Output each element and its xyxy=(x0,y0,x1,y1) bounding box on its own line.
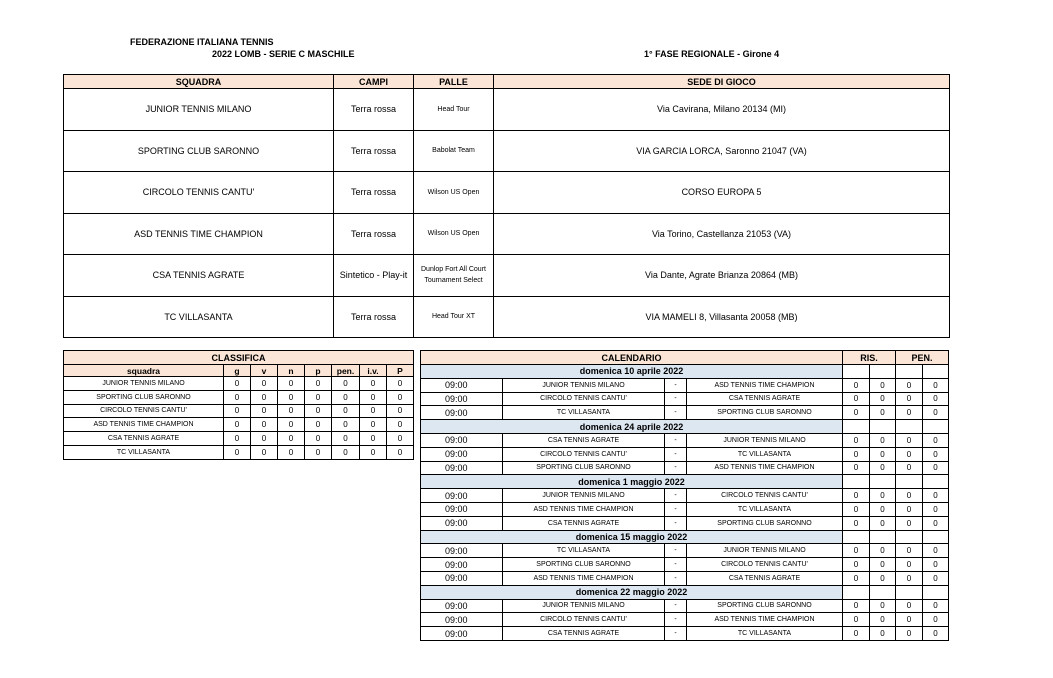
standings-value: 0 xyxy=(224,404,251,418)
standings-team: TC VILLASANTA xyxy=(64,445,224,459)
match-score: 0 xyxy=(896,516,923,530)
match-row xyxy=(421,613,949,627)
standings-team: CIRCOLO TENNIS CANTU' xyxy=(64,404,224,418)
match-score: 0 xyxy=(843,571,870,585)
standings-row xyxy=(64,445,414,459)
match-time: 09:00 xyxy=(421,433,503,447)
standings-col-header: squadra xyxy=(64,365,224,377)
league-title: 2022 LOMB - SERIE C MASCHILE xyxy=(212,49,355,59)
match-score: 0 xyxy=(896,378,923,392)
standings-value: 0 xyxy=(224,445,251,459)
match-home: CSA TENNIS AGRATE xyxy=(503,433,665,447)
calendar-date-row xyxy=(421,585,949,599)
match-separator: - xyxy=(665,406,687,420)
match-time: 09:00 xyxy=(421,599,503,613)
team-balls: Babolat Team xyxy=(414,130,494,172)
match-score: 0 xyxy=(896,599,923,613)
match-time: 09:00 xyxy=(421,502,503,516)
calendar-date: domenica 1 maggio 2022 xyxy=(421,475,843,489)
match-score: 0 xyxy=(896,392,923,406)
match-score: 0 xyxy=(870,571,896,585)
match-score: 0 xyxy=(923,571,949,585)
match-away: TC VILLASANTA xyxy=(687,447,843,461)
team-name: SPORTING CLUB SARONNO xyxy=(64,130,334,172)
standings-value: 0 xyxy=(332,418,360,432)
match-score: 0 xyxy=(843,544,870,558)
match-away: ASD TENNIS TIME CHAMPION xyxy=(687,613,843,627)
match-separator: - xyxy=(665,558,687,572)
standings-value: 0 xyxy=(360,445,387,459)
team-row xyxy=(64,172,950,214)
standings-value: 0 xyxy=(278,432,305,446)
match-time: 09:00 xyxy=(421,378,503,392)
calendar-date: domenica 15 maggio 2022 xyxy=(421,530,843,544)
standings-value: 0 xyxy=(224,418,251,432)
match-separator: - xyxy=(665,613,687,627)
match-score: 0 xyxy=(923,378,949,392)
team-name: JUNIOR TENNIS MILANO xyxy=(64,89,334,131)
match-away: ASD TENNIS TIME CHAMPION xyxy=(687,461,843,475)
match-separator: - xyxy=(665,627,687,641)
calendar-date-row xyxy=(421,420,949,434)
score-blank xyxy=(896,585,923,599)
standings-value: 0 xyxy=(387,432,414,446)
standings-team: ASD TENNIS TIME CHAMPION xyxy=(64,418,224,432)
team-row xyxy=(64,296,950,338)
match-score: 0 xyxy=(843,516,870,530)
match-separator: - xyxy=(665,544,687,558)
match-score: 0 xyxy=(870,461,896,475)
pen-header: PEN. xyxy=(896,351,949,365)
match-score: 0 xyxy=(870,406,896,420)
match-separator: - xyxy=(665,447,687,461)
match-score: 0 xyxy=(843,489,870,503)
standings-col-header: n xyxy=(278,365,305,377)
match-row xyxy=(421,571,949,585)
standings-value: 0 xyxy=(278,404,305,418)
standings-col-header: p xyxy=(305,365,332,377)
match-score: 0 xyxy=(896,544,923,558)
team-courts: Terra rossa xyxy=(334,296,414,338)
standings-row xyxy=(64,390,414,404)
team-courts: Terra rossa xyxy=(334,213,414,255)
match-home: TC VILLASANTA xyxy=(503,406,665,420)
match-score: 0 xyxy=(896,558,923,572)
standings-value: 0 xyxy=(332,404,360,418)
match-home: ASD TENNIS TIME CHAMPION xyxy=(503,502,665,516)
standings-team: JUNIOR TENNIS MILANO xyxy=(64,377,224,391)
match-score: 0 xyxy=(923,502,949,516)
match-separator: - xyxy=(665,502,687,516)
match-away: SPORTING CLUB SARONNO xyxy=(687,599,843,613)
team-venue: Via Dante, Agrate Brianza 20864 (MB) xyxy=(494,255,950,297)
match-score: 0 xyxy=(843,627,870,641)
standings-row xyxy=(64,404,414,418)
standings-col-header: v xyxy=(251,365,278,377)
score-blank xyxy=(870,420,896,434)
team-name: TC VILLASANTA xyxy=(64,296,334,338)
match-score: 0 xyxy=(843,558,870,572)
match-score: 0 xyxy=(896,613,923,627)
match-away: JUNIOR TENNIS MILANO xyxy=(687,544,843,558)
match-time: 09:00 xyxy=(421,392,503,406)
match-score: 0 xyxy=(843,392,870,406)
match-score: 0 xyxy=(896,406,923,420)
standings-value: 0 xyxy=(360,377,387,391)
match-score: 0 xyxy=(843,447,870,461)
match-time: 09:00 xyxy=(421,406,503,420)
match-score: 0 xyxy=(843,613,870,627)
team-courts: Terra rossa xyxy=(334,89,414,131)
match-score: 0 xyxy=(923,613,949,627)
match-score: 0 xyxy=(896,433,923,447)
standings-table xyxy=(63,350,414,460)
match-home: TC VILLASANTA xyxy=(503,544,665,558)
match-score: 0 xyxy=(870,433,896,447)
match-score: 0 xyxy=(896,447,923,461)
standings-value: 0 xyxy=(332,390,360,404)
calendar-table xyxy=(420,350,949,641)
match-row xyxy=(421,378,949,392)
match-away: CIRCOLO TENNIS CANTU' xyxy=(687,489,843,503)
match-score: 0 xyxy=(843,599,870,613)
match-home: CSA TENNIS AGRATE xyxy=(503,516,665,530)
standings-value: 0 xyxy=(251,432,278,446)
calendar-title: CALENDARIO xyxy=(421,351,843,365)
phase-title: 1° FASE REGIONALE - Girone 4 xyxy=(644,49,780,59)
match-separator: - xyxy=(665,378,687,392)
standings-col-header: g xyxy=(224,365,251,377)
match-score: 0 xyxy=(843,433,870,447)
team-name: ASD TENNIS TIME CHAMPION xyxy=(64,213,334,255)
match-separator: - xyxy=(665,392,687,406)
standings-value: 0 xyxy=(387,377,414,391)
standings-value: 0 xyxy=(305,390,332,404)
match-score: 0 xyxy=(896,461,923,475)
team-venue: CORSO EUROPA 5 xyxy=(494,172,950,214)
team-balls: Head Tour XT xyxy=(414,296,494,338)
match-score: 0 xyxy=(923,544,949,558)
team-row xyxy=(64,213,950,255)
standings-value: 0 xyxy=(305,377,332,391)
score-blank xyxy=(923,475,949,489)
match-score: 0 xyxy=(923,627,949,641)
match-score: 0 xyxy=(843,502,870,516)
standings-value: 0 xyxy=(360,432,387,446)
match-home: JUNIOR TENNIS MILANO xyxy=(503,378,665,392)
match-time: 09:00 xyxy=(421,613,503,627)
score-blank xyxy=(896,420,923,434)
standings-value: 0 xyxy=(251,445,278,459)
standings-value: 0 xyxy=(305,432,332,446)
match-time: 09:00 xyxy=(421,447,503,461)
team-name: CSA TENNIS AGRATE xyxy=(64,255,334,297)
standings-value: 0 xyxy=(332,445,360,459)
match-score: 0 xyxy=(843,406,870,420)
match-away: ASD TENNIS TIME CHAMPION xyxy=(687,378,843,392)
match-row xyxy=(421,544,949,558)
standings-value: 0 xyxy=(251,390,278,404)
standings-title: CLASSIFICA xyxy=(64,351,414,365)
match-separator: - xyxy=(665,489,687,503)
col-palle: PALLE xyxy=(414,75,494,89)
calendar-date-row xyxy=(421,365,949,379)
score-blank xyxy=(843,475,870,489)
match-time: 09:00 xyxy=(421,516,503,530)
score-blank xyxy=(843,420,870,434)
match-row xyxy=(421,406,949,420)
team-name: CIRCOLO TENNIS CANTU' xyxy=(64,172,334,214)
match-time: 09:00 xyxy=(421,489,503,503)
match-away: SPORTING CLUB SARONNO xyxy=(687,516,843,530)
match-home: CIRCOLO TENNIS CANTU' xyxy=(503,447,665,461)
score-blank xyxy=(870,530,896,544)
standings-value: 0 xyxy=(251,404,278,418)
match-away: CIRCOLO TENNIS CANTU' xyxy=(687,558,843,572)
team-venue: Via Torino, Castellanza 21053 (VA) xyxy=(494,213,950,255)
teams-header-row xyxy=(64,75,950,89)
match-home: JUNIOR TENNIS MILANO xyxy=(503,489,665,503)
score-blank xyxy=(896,475,923,489)
match-home: CIRCOLO TENNIS CANTU' xyxy=(503,392,665,406)
col-squadra: SQUADRA xyxy=(64,75,334,89)
match-score: 0 xyxy=(923,558,949,572)
match-score: 0 xyxy=(923,461,949,475)
team-row xyxy=(64,255,950,297)
match-separator: - xyxy=(665,433,687,447)
team-balls: Head Tour xyxy=(414,89,494,131)
score-blank xyxy=(870,585,896,599)
score-blank xyxy=(896,365,923,379)
match-score: 0 xyxy=(923,599,949,613)
match-home: SPORTING CLUB SARONNO xyxy=(503,558,665,572)
calendar-date-row xyxy=(421,530,949,544)
standings-value: 0 xyxy=(360,404,387,418)
score-blank xyxy=(870,365,896,379)
standings-value: 0 xyxy=(305,418,332,432)
standings-team: SPORTING CLUB SARONNO xyxy=(64,390,224,404)
match-score: 0 xyxy=(870,516,896,530)
match-away: TC VILLASANTA xyxy=(687,627,843,641)
match-separator: - xyxy=(665,461,687,475)
match-time: 09:00 xyxy=(421,627,503,641)
match-score: 0 xyxy=(870,392,896,406)
match-row xyxy=(421,392,949,406)
match-score: 0 xyxy=(923,447,949,461)
standings-value: 0 xyxy=(332,377,360,391)
match-score: 0 xyxy=(870,544,896,558)
match-row xyxy=(421,599,949,613)
org-title: FEDERAZIONE ITALIANA TENNIS xyxy=(130,37,274,47)
standings-value: 0 xyxy=(332,432,360,446)
match-score: 0 xyxy=(870,489,896,503)
teams-table xyxy=(63,74,950,338)
standings-header-row xyxy=(64,365,414,377)
team-balls: Wilson US Open xyxy=(414,172,494,214)
team-courts: Sintetico - Play-it xyxy=(334,255,414,297)
match-score: 0 xyxy=(923,392,949,406)
match-separator: - xyxy=(665,571,687,585)
standings-value: 0 xyxy=(224,377,251,391)
match-away: TC VILLASANTA xyxy=(687,502,843,516)
calendar-date: domenica 10 aprile 2022 xyxy=(421,365,843,379)
score-blank xyxy=(923,585,949,599)
col-sede: SEDE DI GIOCO xyxy=(494,75,950,89)
calendar-date-row xyxy=(421,475,949,489)
match-score: 0 xyxy=(870,613,896,627)
match-score: 0 xyxy=(870,502,896,516)
match-score: 0 xyxy=(843,461,870,475)
match-row xyxy=(421,489,949,503)
team-courts: Terra rossa xyxy=(334,130,414,172)
team-row xyxy=(64,130,950,172)
standings-value: 0 xyxy=(278,390,305,404)
standings-value: 0 xyxy=(387,418,414,432)
match-row xyxy=(421,502,949,516)
standings-team: CSA TENNIS AGRATE xyxy=(64,432,224,446)
team-row xyxy=(64,89,950,131)
score-blank xyxy=(870,475,896,489)
team-balls: Dunlop Fort All Court Tournament Select xyxy=(414,255,494,297)
col-campi: CAMPI xyxy=(334,75,414,89)
match-row xyxy=(421,627,949,641)
team-courts: Terra rossa xyxy=(334,172,414,214)
match-score: 0 xyxy=(870,447,896,461)
match-home: SPORTING CLUB SARONNO xyxy=(503,461,665,475)
match-score: 0 xyxy=(870,558,896,572)
match-row xyxy=(421,558,949,572)
standings-value: 0 xyxy=(387,445,414,459)
match-home: ASD TENNIS TIME CHAMPION xyxy=(503,571,665,585)
standings-value: 0 xyxy=(305,404,332,418)
score-blank xyxy=(896,530,923,544)
standings-row xyxy=(64,418,414,432)
match-home: JUNIOR TENNIS MILANO xyxy=(503,599,665,613)
match-away: JUNIOR TENNIS MILANO xyxy=(687,433,843,447)
match-score: 0 xyxy=(896,489,923,503)
match-home: CIRCOLO TENNIS CANTU' xyxy=(503,613,665,627)
standings-value: 0 xyxy=(251,418,278,432)
calendar-date: domenica 22 maggio 2022 xyxy=(421,585,843,599)
match-time: 09:00 xyxy=(421,544,503,558)
standings-col-header: pen. xyxy=(332,365,360,377)
match-score: 0 xyxy=(896,502,923,516)
standings-col-header: P xyxy=(387,365,414,377)
match-row xyxy=(421,447,949,461)
match-score: 0 xyxy=(870,378,896,392)
standings-value: 0 xyxy=(224,432,251,446)
standings-value: 0 xyxy=(305,445,332,459)
match-row xyxy=(421,433,949,447)
team-venue: VIA MAMELI 8, Villasanta 20058 (MB) xyxy=(494,296,950,338)
score-blank xyxy=(843,365,870,379)
standings-value: 0 xyxy=(224,390,251,404)
match-away: CSA TENNIS AGRATE xyxy=(687,392,843,406)
match-time: 09:00 xyxy=(421,558,503,572)
match-score: 0 xyxy=(843,378,870,392)
match-separator: - xyxy=(665,516,687,530)
team-venue: Via Cavirana, Milano 20134 (MI) xyxy=(494,89,950,131)
ris-header: RIS. xyxy=(843,351,896,365)
score-blank xyxy=(843,585,870,599)
standings-value: 0 xyxy=(278,418,305,432)
standings-value: 0 xyxy=(360,390,387,404)
standings-value: 0 xyxy=(387,404,414,418)
match-away: SPORTING CLUB SARONNO xyxy=(687,406,843,420)
match-time: 09:00 xyxy=(421,571,503,585)
standings-row xyxy=(64,377,414,391)
match-score: 0 xyxy=(896,627,923,641)
match-score: 0 xyxy=(870,627,896,641)
team-balls: Wilson US Open xyxy=(414,213,494,255)
standings-col-header: i.v. xyxy=(360,365,387,377)
standings-value: 0 xyxy=(251,377,278,391)
match-score: 0 xyxy=(870,599,896,613)
match-score: 0 xyxy=(923,516,949,530)
team-venue: VIA GARCIA LORCA, Saronno 21047 (VA) xyxy=(494,130,950,172)
score-blank xyxy=(923,365,949,379)
score-blank xyxy=(843,530,870,544)
standings-row xyxy=(64,432,414,446)
score-blank xyxy=(923,530,949,544)
standings-value: 0 xyxy=(387,390,414,404)
match-row xyxy=(421,461,949,475)
standings-value: 0 xyxy=(278,377,305,391)
match-score: 0 xyxy=(896,571,923,585)
match-score: 0 xyxy=(923,433,949,447)
match-separator: - xyxy=(665,599,687,613)
calendar-date: domenica 24 aprile 2022 xyxy=(421,420,843,434)
standings-value: 0 xyxy=(360,418,387,432)
match-away: CSA TENNIS AGRATE xyxy=(687,571,843,585)
match-score: 0 xyxy=(923,406,949,420)
match-home: CSA TENNIS AGRATE xyxy=(503,627,665,641)
match-row xyxy=(421,516,949,530)
match-score: 0 xyxy=(923,489,949,503)
match-time: 09:00 xyxy=(421,461,503,475)
score-blank xyxy=(923,420,949,434)
standings-value: 0 xyxy=(278,445,305,459)
